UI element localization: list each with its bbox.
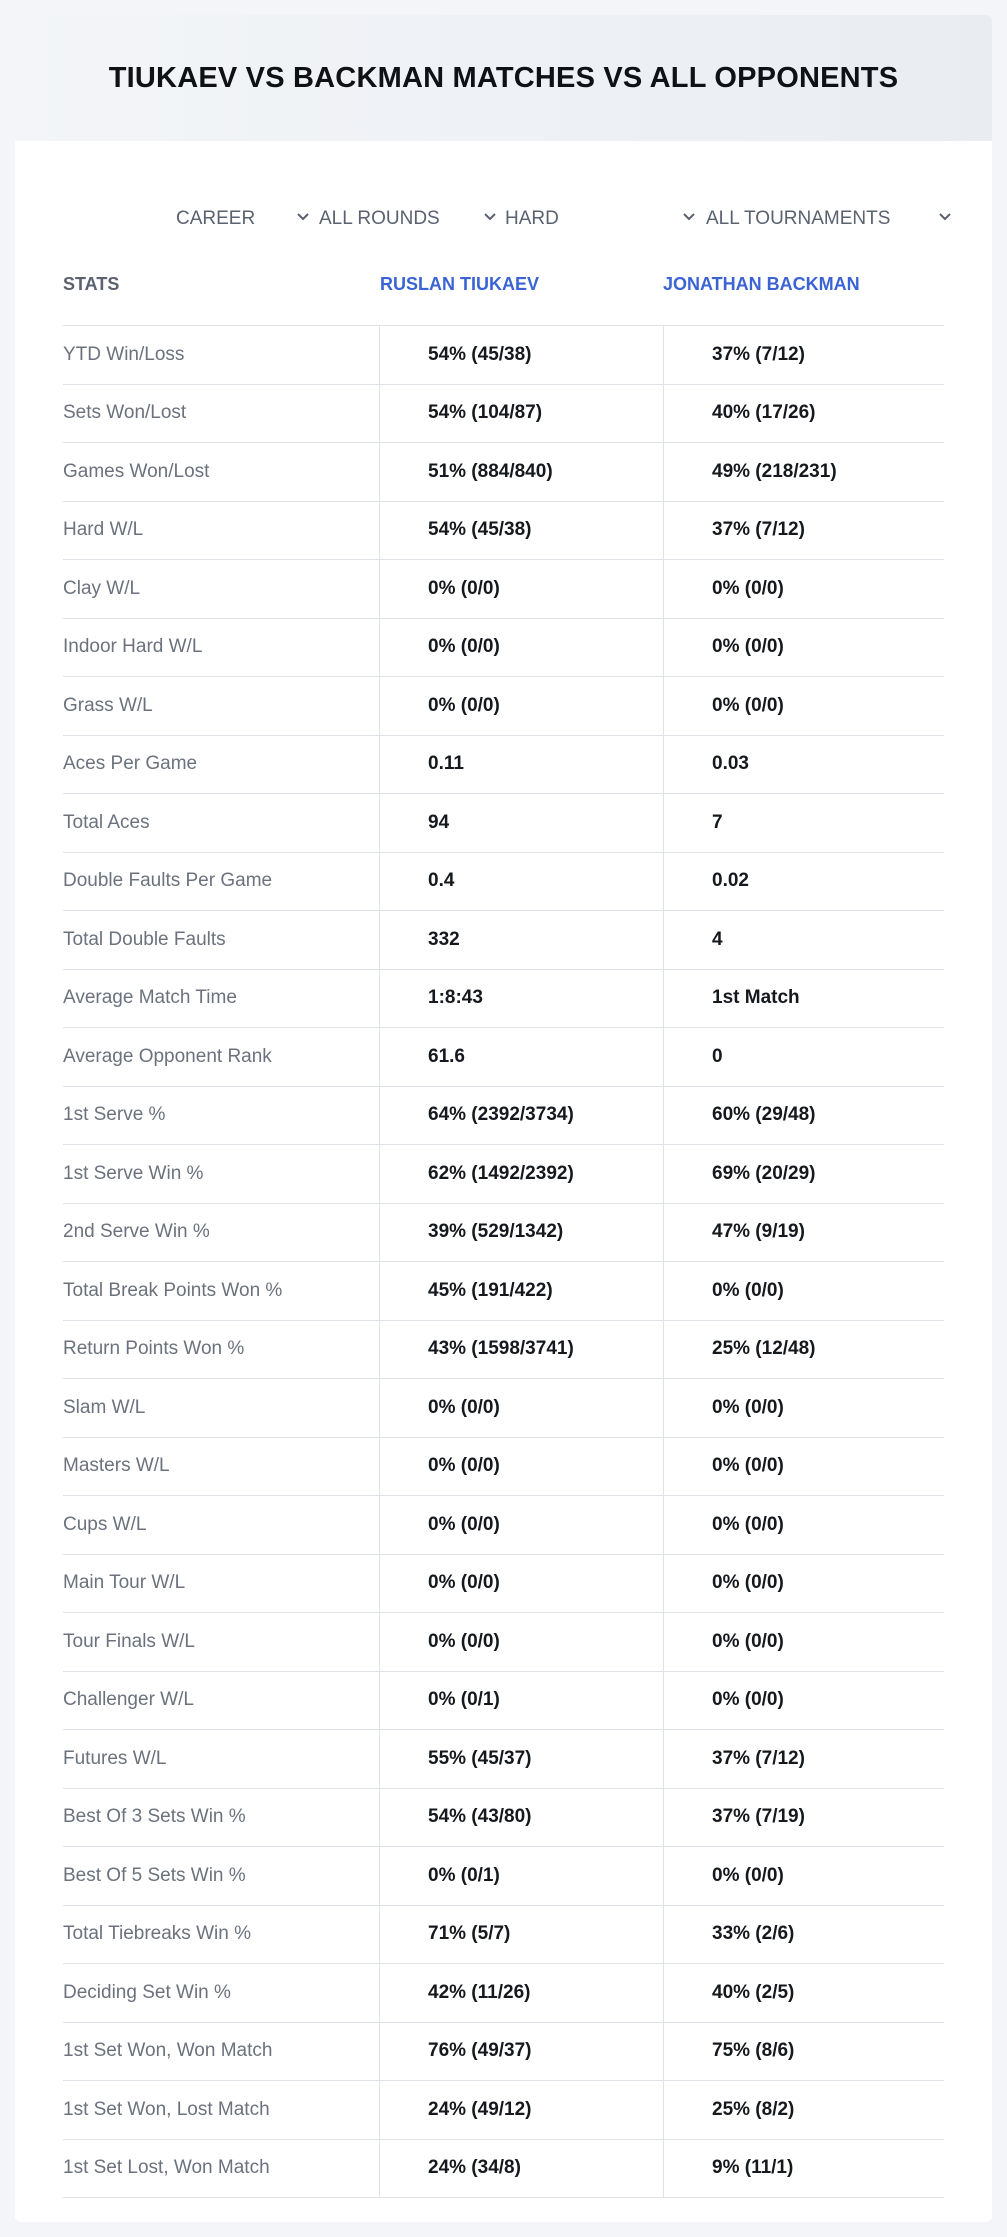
stat-label: 1st Set Won, Lost Match <box>63 2098 270 2120</box>
player1-value: 0% (0/0) <box>379 1613 663 1671</box>
table-row <box>63 677 944 736</box>
stat-label: Total Aces <box>63 811 150 833</box>
table-row <box>63 853 944 912</box>
table-row <box>63 1496 944 1555</box>
table-row <box>63 736 944 795</box>
surface-select-label: HARD <box>505 208 559 229</box>
stat-label: 2nd Serve Win % <box>63 1221 210 1243</box>
stat-label: Challenger W/L <box>63 1689 194 1711</box>
player2-value: 0% (0/0) <box>663 1555 944 1613</box>
player1-value: 0% (0/0) <box>379 1496 663 1554</box>
table-row <box>63 1204 944 1263</box>
player2-value: 37% (7/12) <box>663 326 944 384</box>
player1-value: 43% (1598/3741) <box>379 1321 663 1379</box>
table-row <box>63 1964 944 2023</box>
stat-label: Total Double Faults <box>63 928 226 950</box>
stat-label: 1st Set Lost, Won Match <box>63 2157 270 2179</box>
player2-value: 40% (17/26) <box>663 385 944 443</box>
player1-value: 0% (0/0) <box>379 677 663 735</box>
player1-value: 51% (884/840) <box>379 443 663 501</box>
player1-value: 42% (11/26) <box>379 1964 663 2022</box>
table-row <box>63 1262 944 1321</box>
stat-label: Total Tiebreaks Win % <box>63 1923 251 1945</box>
table-row <box>63 1438 944 1497</box>
stat-label: Double Faults Per Game <box>63 870 273 892</box>
stat-label: 1st Serve Win % <box>63 1162 204 1184</box>
table-row <box>63 2081 944 2140</box>
player1-value: 64% (2392/3734) <box>379 1087 663 1145</box>
stat-label: Best Of 3 Sets Win % <box>63 1806 246 1828</box>
chevron-down-icon <box>682 212 696 222</box>
player1-value: 0% (0/0) <box>379 1379 663 1437</box>
player1-value: 71% (5/7) <box>379 1906 663 1964</box>
table-row <box>63 443 944 502</box>
player2-value: 47% (9/19) <box>663 1204 944 1262</box>
stat-label: Average Match Time <box>63 987 237 1009</box>
table-row <box>63 2023 944 2082</box>
stat-label: YTD Win/Loss <box>63 343 185 365</box>
rounds-select-label: ALL ROUNDS <box>319 208 440 229</box>
stat-label: Return Points Won % <box>63 1338 245 1360</box>
stat-label: Best Of 5 Sets Win % <box>63 1864 246 1886</box>
player2-value: 0% (0/0) <box>663 1438 944 1496</box>
stat-label: Deciding Set Win % <box>63 1981 231 2003</box>
player1-value: 94 <box>379 794 663 852</box>
table-row <box>63 560 944 619</box>
table-row <box>63 2140 944 2199</box>
player2-value: 4 <box>663 911 944 969</box>
period-select-label: CAREER <box>176 208 256 229</box>
player1-value: 54% (45/38) <box>379 502 663 560</box>
player2-value: 1st Match <box>663 970 944 1028</box>
player1-value: 332 <box>379 911 663 969</box>
player2-value: 25% (12/48) <box>663 1321 944 1379</box>
stat-label: Grass W/L <box>63 694 153 716</box>
table-row <box>63 1555 944 1614</box>
rounds-select[interactable] <box>319 190 499 248</box>
player1-value: 54% (104/87) <box>379 385 663 443</box>
player2-value: 37% (7/12) <box>663 502 944 560</box>
stats-table <box>63 248 944 2198</box>
surface-select[interactable] <box>505 190 705 248</box>
stat-label: Cups W/L <box>63 1513 147 1535</box>
tournaments-select-label: ALL TOURNAMENTS <box>706 208 891 229</box>
stat-label: Masters W/L <box>63 1455 170 1477</box>
player1-value: 1:8:43 <box>379 970 663 1028</box>
table-row <box>63 1321 944 1380</box>
player1-value: 0% (0/0) <box>379 560 663 618</box>
player2-value: 0 <box>663 1028 944 1086</box>
player2-value: 0% (0/0) <box>663 1672 944 1730</box>
page-header <box>15 15 992 141</box>
player1-name-link[interactable]: RUSLAN TIUKAEV <box>380 274 540 294</box>
period-select[interactable] <box>176 190 316 248</box>
stat-label: Hard W/L <box>63 519 144 541</box>
table-row <box>63 502 944 561</box>
player2-value: 0% (0/0) <box>663 619 944 677</box>
player1-value: 76% (49/37) <box>379 2023 663 2081</box>
table-row <box>63 911 944 970</box>
stat-label: Average Opponent Rank <box>63 1045 272 1067</box>
player2-value: 0% (0/0) <box>663 677 944 735</box>
player1-value: 55% (45/37) <box>379 1730 663 1788</box>
player2-value: 0% (0/0) <box>663 1262 944 1320</box>
player1-value: 45% (191/422) <box>379 1262 663 1320</box>
player2-value: 0% (0/0) <box>663 1847 944 1905</box>
tournaments-select[interactable] <box>706 190 966 248</box>
table-row <box>63 794 944 853</box>
table-row <box>63 385 944 444</box>
stat-label: 1st Serve % <box>63 1104 166 1126</box>
stat-label: 1st Set Won, Won Match <box>63 2040 273 2062</box>
player1-value: 0.4 <box>379 853 663 911</box>
player2-name-link[interactable]: JONATHAN BACKMAN <box>663 274 860 294</box>
player2-value: 75% (8/6) <box>663 2023 944 2081</box>
stat-label: Indoor Hard W/L <box>63 636 203 658</box>
stat-label: Futures W/L <box>63 1747 167 1769</box>
player2-value: 0% (0/0) <box>663 1613 944 1671</box>
table-row <box>63 970 944 1029</box>
player2-value: 49% (218/231) <box>663 443 944 501</box>
player2-value: 25% (8/2) <box>663 2081 944 2139</box>
table-row <box>63 1672 944 1731</box>
player2-value: 37% (7/12) <box>663 1730 944 1788</box>
stat-label: Tour Finals W/L <box>63 1630 195 1652</box>
stat-label: Total Break Points Won % <box>63 1279 283 1301</box>
filter-bar <box>15 190 992 248</box>
player2-value: 37% (7/19) <box>663 1789 944 1847</box>
player1-value: 0% (0/1) <box>379 1672 663 1730</box>
player1-value: 0.11 <box>379 736 663 794</box>
stats-column-header: STATS <box>63 274 120 294</box>
stat-label: Aces Per Game <box>63 753 198 775</box>
stat-label: Games Won/Lost <box>63 460 210 482</box>
stat-label: Clay W/L <box>63 577 141 599</box>
player1-value: 0% (0/0) <box>379 619 663 677</box>
table-row <box>63 326 944 385</box>
table-row <box>63 1847 944 1906</box>
table-row <box>63 1028 944 1087</box>
table-row <box>63 1789 944 1848</box>
chevron-down-icon <box>296 212 310 222</box>
player2-value: 9% (11/1) <box>663 2140 944 2198</box>
player1-value: 39% (529/1342) <box>379 1204 663 1262</box>
player1-value: 24% (49/12) <box>379 2081 663 2139</box>
table-row <box>63 1145 944 1204</box>
table-row <box>63 1087 944 1146</box>
table-row <box>63 1730 944 1789</box>
stats-card <box>15 15 992 2222</box>
player2-value: 0.02 <box>663 853 944 911</box>
player2-value: 33% (2/6) <box>663 1906 944 1964</box>
stat-label: Main Tour W/L <box>63 1572 186 1594</box>
player2-value: 40% (2/5) <box>663 1964 944 2022</box>
table-header <box>63 248 944 326</box>
player1-value: 0% (0/0) <box>379 1438 663 1496</box>
player2-value: 0% (0/0) <box>663 560 944 618</box>
table-row <box>63 1906 944 1965</box>
chevron-down-icon <box>938 212 952 222</box>
player2-value: 0.03 <box>663 736 944 794</box>
player2-value: 0% (0/0) <box>663 1496 944 1554</box>
table-row <box>63 1613 944 1672</box>
player1-value: 62% (1492/2392) <box>379 1145 663 1203</box>
player1-value: 61.6 <box>379 1028 663 1086</box>
page-title: TIUKAEV VS BACKMAN MATCHES VS ALL OPPONENTS <box>108 61 899 94</box>
player2-value: 7 <box>663 794 944 852</box>
player1-value: 54% (43/80) <box>379 1789 663 1847</box>
stat-label: Slam W/L <box>63 1396 146 1418</box>
chevron-down-icon <box>483 212 497 222</box>
player2-value: 60% (29/48) <box>663 1087 944 1145</box>
player1-value: 54% (45/38) <box>379 326 663 384</box>
player1-value: 0% (0/1) <box>379 1847 663 1905</box>
table-body <box>63 326 944 2198</box>
player1-value: 24% (34/8) <box>379 2140 663 2198</box>
player2-value: 0% (0/0) <box>663 1379 944 1437</box>
player1-value: 0% (0/0) <box>379 1555 663 1613</box>
player2-value: 69% (20/29) <box>663 1145 944 1203</box>
table-row <box>63 1379 944 1438</box>
table-row <box>63 619 944 678</box>
stat-label: Sets Won/Lost <box>63 402 187 424</box>
